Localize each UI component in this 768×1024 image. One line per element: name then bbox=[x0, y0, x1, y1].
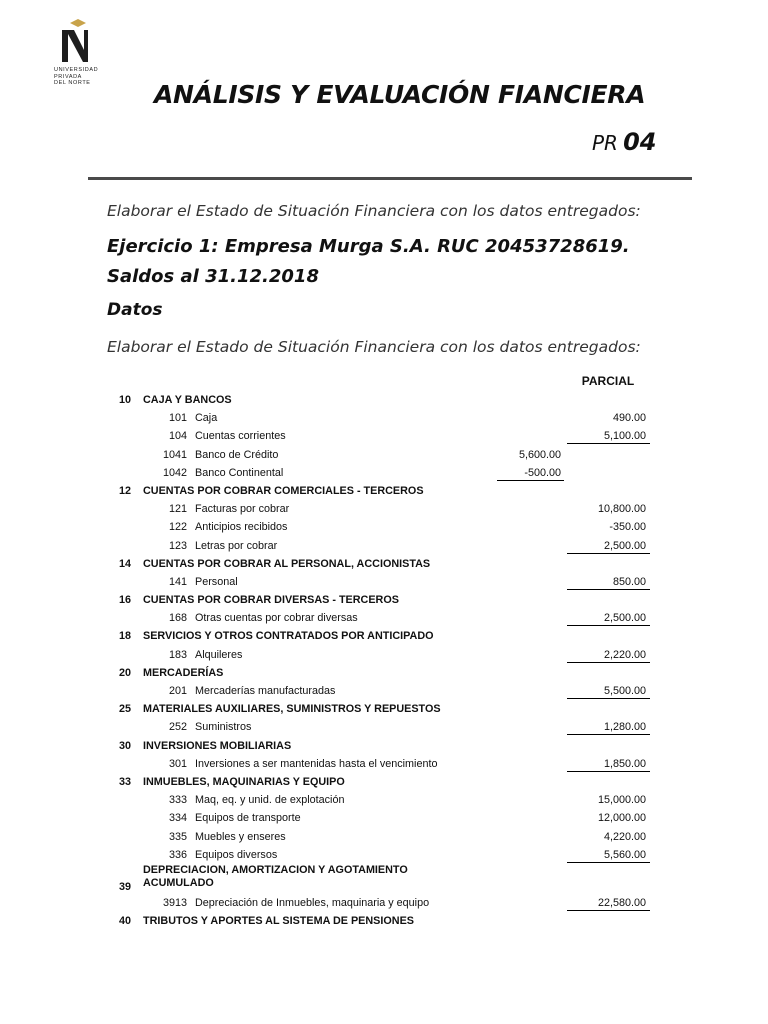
account-group-row bbox=[0, 482, 768, 500]
parcial-amount: 490.00 bbox=[612, 412, 646, 425]
column-header-parcial: PARCIAL bbox=[581, 374, 635, 388]
account-group-row bbox=[0, 773, 768, 791]
account-name: Anticipios recibidos bbox=[195, 521, 288, 534]
account-group-row bbox=[0, 737, 768, 755]
group-code: 10 bbox=[118, 394, 131, 406]
page-title: ANÁLISIS Y EVALUACIÓN FIANCIERA bbox=[154, 80, 646, 109]
account-name: Suministros bbox=[195, 721, 252, 734]
account-row bbox=[0, 537, 768, 555]
parcial-amount: 850.00 bbox=[567, 576, 650, 590]
account-name: Banco de Crédito bbox=[195, 448, 279, 461]
account-name: Cuentas corrientes bbox=[195, 430, 286, 443]
account-group-row bbox=[0, 591, 768, 609]
account-name: Caja bbox=[195, 412, 218, 425]
group-name-line-1: DEPRECIACION, AMORTIZACION Y AGOTAMIENTO bbox=[143, 863, 408, 876]
account-code: 101 bbox=[168, 412, 187, 425]
group-code: 40 bbox=[118, 915, 131, 928]
account-code: 335 bbox=[168, 830, 187, 843]
group-code: 25 bbox=[118, 703, 131, 716]
account-name: Inversiones a ser mantenidas hasta el vencimiento bbox=[195, 757, 438, 770]
accounts-table bbox=[0, 391, 768, 930]
account-row bbox=[0, 446, 768, 464]
account-code: 122 bbox=[168, 521, 187, 534]
account-row bbox=[0, 791, 768, 809]
group-code: 12 bbox=[118, 484, 131, 497]
account-row bbox=[0, 682, 768, 700]
account-code: 183 bbox=[168, 648, 187, 661]
logo-line-2: PRIVADA bbox=[54, 73, 82, 80]
account-code: 168 bbox=[168, 612, 187, 625]
account-name: Facturas por cobrar bbox=[195, 503, 290, 516]
account-name: Mercaderías manufacturadas bbox=[195, 685, 336, 697]
parcial-amount: -350.00 bbox=[609, 521, 646, 534]
parcial-amount: 22,580.00 bbox=[567, 897, 650, 911]
account-name: Muebles y enseres bbox=[195, 830, 286, 843]
account-group-row bbox=[0, 391, 768, 409]
group-name: CUENTAS POR COBRAR COMERCIALES - TERCEROS bbox=[143, 484, 424, 497]
account-row bbox=[0, 755, 768, 773]
account-group-row bbox=[0, 700, 768, 718]
account-code: 1042 bbox=[162, 466, 187, 479]
account-row bbox=[0, 894, 768, 912]
group-name: INMUEBLES, MAQUINARIAS Y EQUIPO bbox=[143, 775, 345, 788]
account-code: 121 bbox=[168, 503, 187, 516]
logo-wordmark bbox=[54, 67, 98, 87]
group-name: CUENTAS POR COBRAR DIVERSAS - TERCEROS bbox=[143, 594, 399, 607]
group-code: 30 bbox=[118, 739, 131, 752]
account-row bbox=[0, 464, 768, 482]
account-row bbox=[0, 718, 768, 736]
account-code: 104 bbox=[168, 430, 187, 443]
parcial-amount: 1,280.00 bbox=[567, 721, 650, 735]
group-code: 20 bbox=[118, 666, 131, 679]
logo-line-1: UNIVERSIDAD bbox=[54, 67, 99, 73]
account-code: 301 bbox=[168, 757, 187, 770]
account-row bbox=[0, 809, 768, 827]
account-name: Banco Continental bbox=[195, 466, 284, 479]
parcial-amount: 2,500.00 bbox=[567, 540, 650, 554]
account-name: Personal bbox=[195, 575, 238, 588]
group-code: 33 bbox=[118, 775, 131, 788]
document-code bbox=[592, 128, 656, 156]
parcial-amount: 5,560.00 bbox=[567, 849, 650, 863]
parcial-amount: 4,220.00 bbox=[603, 830, 646, 843]
account-name: Alquileres bbox=[195, 648, 243, 661]
account-name: Otras cuentas por cobrar diversas bbox=[195, 612, 358, 625]
parcial-amount: 1,850.00 bbox=[567, 758, 650, 772]
group-name: INVERSIONES MOBILIARIAS bbox=[143, 739, 292, 752]
group-name: MERCADERÍAS bbox=[143, 666, 224, 679]
account-name: Letras por cobrar bbox=[195, 539, 278, 552]
group-name: TRIBUTOS Y APORTES AL SISTEMA DE PENSIONES bbox=[143, 915, 414, 928]
exercise-title: Ejercicio 1: Empresa Murga S.A. RUC 20453728619. Saldos al 31.12.2018 bbox=[107, 236, 630, 287]
account-name: Equipos de transporte bbox=[195, 812, 301, 825]
group-name: SERVICIOS Y OTROS CONTRATADOS POR ANTICIPADO bbox=[143, 630, 434, 643]
parcial-amount: 5,100.00 bbox=[567, 430, 650, 444]
account-code: 3913 bbox=[162, 896, 187, 909]
detail-amount: -500.00 bbox=[497, 467, 564, 481]
account-group-row bbox=[0, 912, 768, 930]
account-name: Equipos diversos bbox=[195, 848, 278, 861]
logo-n-icon bbox=[50, 18, 120, 68]
group-name: CUENTAS POR COBRAR AL PERSONAL, ACCIONISTAS bbox=[143, 557, 431, 570]
account-code: 1041 bbox=[162, 448, 187, 461]
account-group-row bbox=[0, 864, 768, 894]
group-name: CAJA Y BANCOS bbox=[143, 394, 232, 406]
account-code: 333 bbox=[168, 794, 187, 807]
group-code: 16 bbox=[118, 594, 131, 607]
account-row bbox=[0, 427, 768, 445]
header-divider bbox=[88, 177, 692, 180]
account-row bbox=[0, 573, 768, 591]
group-code: 18 bbox=[118, 630, 131, 643]
account-code: 141 bbox=[168, 575, 187, 588]
account-row bbox=[0, 828, 768, 846]
parcial-amount: 2,500.00 bbox=[567, 612, 650, 626]
account-code: 252 bbox=[168, 721, 187, 734]
document-code-prefix: PR bbox=[592, 131, 618, 155]
group-name bbox=[143, 864, 408, 890]
parcial-amount: 10,800.00 bbox=[597, 503, 646, 516]
account-name: Maq, eq. y unid. de explotación bbox=[195, 794, 345, 807]
account-group-row bbox=[0, 627, 768, 645]
detail-amount: 5,600.00 bbox=[518, 448, 561, 461]
datos-heading: Datos bbox=[107, 300, 163, 320]
account-group-row bbox=[0, 555, 768, 573]
account-row bbox=[0, 609, 768, 627]
intro-text-2: Elaborar el Estado de Situación Financiera con los datos entregados: bbox=[107, 338, 641, 356]
account-row bbox=[0, 646, 768, 664]
account-group-row bbox=[0, 664, 768, 682]
document-code-number: 04 bbox=[623, 128, 657, 156]
account-code: 123 bbox=[168, 539, 187, 552]
logo-line-3: DEL NORTE bbox=[54, 80, 91, 86]
group-code: 14 bbox=[118, 557, 131, 570]
parcial-amount: 15,000.00 bbox=[597, 794, 646, 807]
group-name: MATERIALES AUXILIARES, SUMINISTROS Y REPUESTOS bbox=[143, 703, 441, 716]
account-name: Depreciación de Inmuebles, maquinaria y equipo bbox=[195, 896, 430, 909]
account-row bbox=[0, 409, 768, 427]
intro-text-1: Elaborar el Estado de Situación Financiera con los datos entregados: bbox=[107, 202, 641, 220]
account-row bbox=[0, 518, 768, 536]
account-row bbox=[0, 846, 768, 864]
group-name-line-2: ACUMULADO bbox=[143, 876, 214, 889]
group-code: 39 bbox=[118, 880, 131, 893]
account-code: 334 bbox=[168, 812, 187, 825]
account-row bbox=[0, 500, 768, 518]
account-code: 336 bbox=[168, 848, 187, 861]
parcial-amount: 12,000.00 bbox=[597, 812, 646, 825]
parcial-amount: 5,500.00 bbox=[567, 685, 650, 699]
account-code: 201 bbox=[168, 685, 187, 697]
parcial-amount: 2,220.00 bbox=[567, 649, 650, 663]
